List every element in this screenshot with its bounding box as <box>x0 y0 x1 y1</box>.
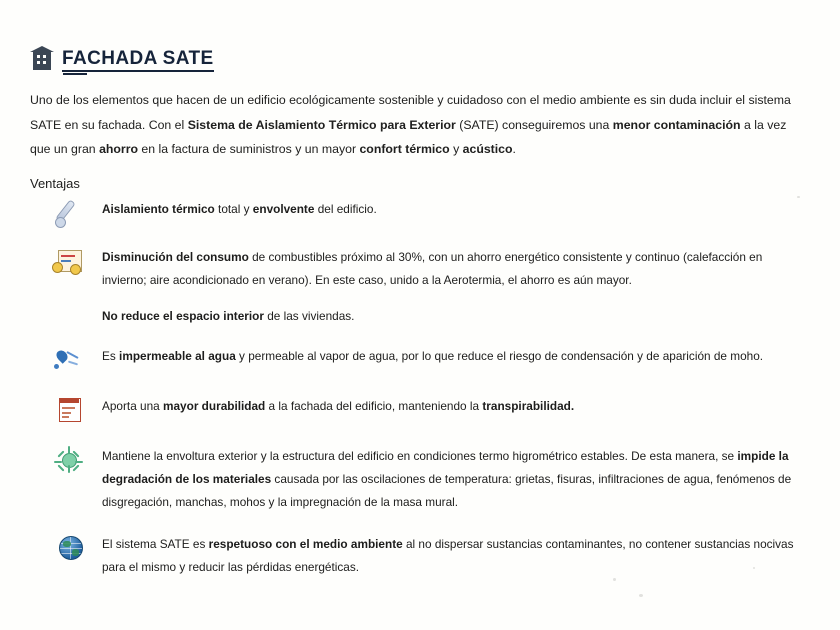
intro-paragraph: Uno de los elementos que hacen de un edificio ecológicamente sostenible y cuidadoso con el medio ambiente es sin duda incluir el sistema SATE en su fachada. Con el Sistema de Aislamiento Térmico para Exterior (SATE) conseguiremos una menor contaminación a la vez que un gran ahorro en la factura de suministros y un mayor confort térmico y acústico. <box>30 93 791 157</box>
savings-icon <box>48 245 102 279</box>
list-item-text: El sistema SATE es respetuoso con el medio ambiente al no dispersar sustancias contaminantes, no contener sustancias nocivas para el mismo y reducir las pérdidas energéticas. <box>102 536 794 574</box>
durability-icon <box>48 394 102 428</box>
globe-icon <box>48 532 102 566</box>
list-item <box>30 197 810 231</box>
list-item <box>30 344 810 378</box>
document-content <box>30 44 810 583</box>
page-title <box>30 44 810 72</box>
list-item-text: Es impermeable al agua y permeable al vapor de agua, por lo que reduce el riesgo de condensación y de aparición de moho. <box>102 348 764 363</box>
list-item <box>30 245 810 292</box>
microbe-icon <box>48 444 102 478</box>
water-drop-icon <box>48 344 102 378</box>
page-title-text: FACHADA SATE <box>62 49 214 72</box>
thermometer-icon <box>48 197 102 231</box>
advantages-list <box>30 197 810 579</box>
scan-speck <box>639 594 643 597</box>
list-item <box>30 304 810 328</box>
list-item-text: Mantiene la envoltura exterior y la estructura del edificio en condiciones termo higrométrico estables. De esta manera, se impide la degradación de los materiales causada por las oscilaciones de temperatura: grietas, fisuras, infiltraciones de agua, fenómenos de disgregación, manchas, mohos y la impregnación de la masa mural. <box>102 448 792 509</box>
list-item-text: Aislamiento térmico total y envolvente del edificio. <box>102 201 377 216</box>
no-icon-spacer <box>48 304 102 314</box>
advantages-heading: Ventajas <box>30 175 80 191</box>
list-item-text: No reduce el espacio interior de las viviendas. <box>102 308 355 323</box>
list-item <box>30 394 810 428</box>
building-icon <box>30 44 56 72</box>
list-item-text: Disminución del consumo de combustibles próximo al 30%, con un ahorro energético consistente y continuo (calefacción en invierno; aire acondicionado en verano). En este caso, unido a la Aerotermia, el ahorro es aún mayor. <box>102 249 763 287</box>
list-item-text: Aporta una mayor durabilidad a la fachada del edificio, manteniendo la transpirabilidad. <box>102 398 575 413</box>
list-item <box>30 532 810 579</box>
list-item <box>30 444 810 514</box>
